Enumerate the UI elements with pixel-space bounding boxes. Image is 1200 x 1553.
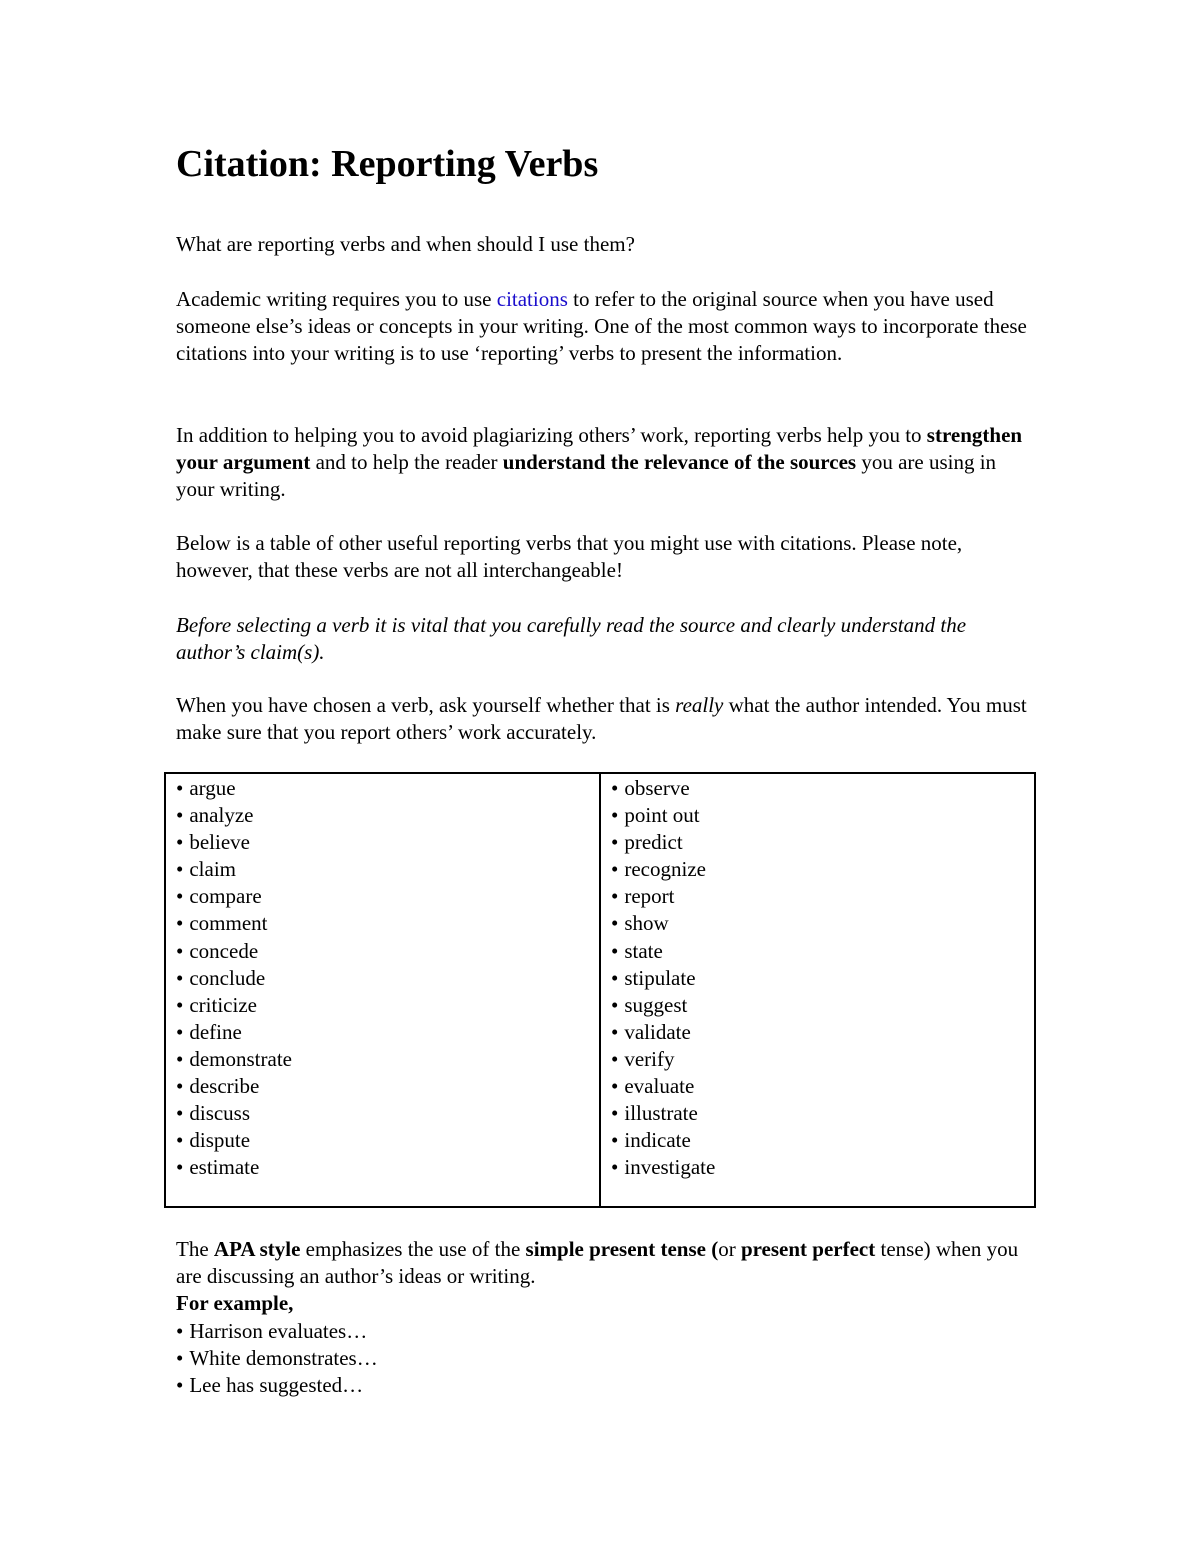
verb-item [176,965,599,992]
example-item [176,1345,1036,1372]
bullet-icon: • [176,1128,184,1153]
example-label: Harrison evaluates… [189,1318,368,1343]
verb-label: validate [624,1019,691,1044]
verb-item [176,856,599,883]
bullet-icon: • [611,1046,619,1071]
really-emphasis: really [675,693,724,717]
verb-item [611,802,1034,829]
verb-label: discuss [189,1101,251,1126]
verb-label: dispute [189,1128,251,1153]
verb-item [611,1154,1034,1181]
example-item [176,1372,1036,1399]
verb-item [611,1127,1034,1154]
verb-label: compare [189,884,262,909]
bullet-icon: • [176,1101,184,1126]
verb-label: stipulate [624,965,696,990]
verb-item [176,1073,599,1100]
bullet-icon: • [611,1155,619,1180]
paragraph-accuracy-text-1: When you have chosen a verb, ask yourself whether that is [176,693,676,717]
bullet-icon: • [611,992,619,1017]
verb-item [611,856,1034,883]
bullet-icon: • [611,830,619,855]
bullet-icon: • [611,1074,619,1099]
page-title: Citation: Reporting Verbs [176,143,599,185]
verb-item [176,1127,599,1154]
bullet-icon: • [176,803,184,828]
verb-item [611,1073,1034,1100]
bullet-icon: • [611,1019,619,1044]
verb-item [611,1019,1034,1046]
verb-item [611,883,1034,910]
paragraph-benefits-text-3: you are using in your writing. [176,450,997,501]
verb-label: show [624,911,669,936]
verb-item [176,910,599,937]
verb-label: suggest [624,992,688,1017]
bullet-icon: • [611,803,619,828]
bullet-icon: • [176,1345,184,1370]
bullet-icon: • [611,857,619,882]
bullet-icon: • [176,884,184,909]
citations-link[interactable]: citations [496,287,568,311]
verb-label: claim [189,857,237,882]
present-perfect-emphasis: present perfect [740,1237,876,1261]
strengthen-argument-emphasis: strengthen your argument [176,423,1023,474]
reporting-verbs-table [164,772,1036,1208]
verb-label: investigate [624,1155,716,1180]
verb-label: recognize [624,857,706,882]
paragraph-benefits [176,422,1036,503]
verb-item [176,1046,599,1073]
bullet-icon: • [176,1373,184,1398]
verb-label: estimate [189,1155,260,1180]
bullet-icon: • [611,965,619,990]
verb-item [176,1019,599,1046]
verb-label: conclude [189,965,266,990]
bullet-icon: • [176,965,184,990]
verb-label: comment [189,911,268,936]
verb-item [611,1100,1034,1127]
verb-item [611,992,1034,1019]
apa-text-1: The [176,1237,214,1261]
example-item [176,1318,1036,1345]
for-example-label: For example, [176,1291,294,1316]
verb-item [611,910,1034,937]
verb-label: illustrate [624,1101,698,1126]
verb-item [176,938,599,965]
verb-item [611,965,1034,992]
paragraph-table-intro: Below is a table of other useful reporting verbs that you might use with citations. Please note, however, that these verbs are not all interchangeable! [176,531,963,582]
verb-item [176,992,599,1019]
paragraph-accuracy-text-2: what the author intended. You must make sure that you report others’ work accurately. [176,693,1027,744]
bullet-icon: • [176,857,184,882]
verb-item [176,802,599,829]
simple-present-emphasis: simple present tense ( [525,1237,719,1261]
bullet-icon: • [176,830,184,855]
verb-label: believe [189,830,250,855]
verb-item [611,775,1034,802]
apa-text-4: tense) when you are discussing an author’s ideas or writing. [176,1237,1019,1289]
relevance-emphasis: understand the relevance of the sources [502,450,857,474]
bullet-icon: • [176,1046,184,1071]
example-label: White demonstrates… [189,1345,378,1370]
bullet-icon: • [176,938,184,963]
verb-label: indicate [624,1128,691,1153]
bullet-icon: • [611,1101,619,1126]
verb-label: report [624,884,675,909]
bullet-icon: • [611,1128,619,1153]
bullet-icon: • [176,1074,184,1099]
verb-label: verify [624,1046,675,1071]
intro-question: What are reporting verbs and when should I use them? [176,232,635,256]
verb-label: concede [189,938,259,963]
verb-item [611,938,1034,965]
paragraph-benefits-text-1: In addition to helping you to avoid plagiarizing others’ work, reporting verbs help you to [176,423,927,447]
apa-paragraph [176,1236,1036,1290]
verb-item [176,1154,599,1181]
apa-text-2: emphasizes the use of the [300,1237,526,1261]
apa-section [176,1236,1036,1399]
paragraph-caution: Before selecting a verb it is vital that you carefully read the source and clearly understand the author’s claim(s). [176,613,967,664]
verb-item [611,829,1034,856]
bullet-icon: • [176,776,184,800]
bullet-icon: • [176,1155,184,1180]
verb-label: define [189,1019,242,1044]
apa-text-3: or [718,1237,741,1261]
verb-item [176,829,599,856]
verb-item [176,883,599,910]
verb-label: state [624,938,663,963]
verb-label: demonstrate [189,1046,292,1071]
paragraph-citations [176,286,1036,367]
verb-label: evaluate [624,1074,695,1099]
verb-label: point out [624,803,700,828]
examples-list [176,1318,1036,1400]
paragraph-benefits-text-2: and to help the reader [310,450,503,474]
paragraph-citations-text-1: Academic writing requires you to use [176,287,497,311]
verb-item [176,1100,599,1127]
bullet-icon: • [611,911,619,936]
verb-item [176,775,599,802]
bullet-icon: • [611,776,619,800]
bullet-icon: • [611,884,619,909]
verb-label: observe [624,776,690,800]
bullet-icon: • [176,1019,184,1044]
verb-label: criticize [189,992,257,1017]
paragraph-citations-text-2: to refer to the original source when you have used someone else’s ideas or concepts in your writing. One of the most common ways to incorporate these citations into your writing is to use ‘reporting’ verbs to present the information. [176,287,1027,365]
verb-label: argue [189,776,236,800]
verb-item [611,1046,1034,1073]
for-example-heading [176,1290,1036,1317]
verbs-column-right [599,774,1034,1206]
example-label: Lee has suggested… [189,1373,364,1398]
verbs-column-left [166,774,599,1206]
bullet-icon: • [176,992,184,1017]
bullet-icon: • [176,1318,184,1343]
paragraph-accuracy [176,692,1036,746]
verb-label: describe [189,1074,260,1099]
bullet-icon: • [176,911,184,936]
verb-label: predict [624,830,683,855]
bullet-icon: • [611,938,619,963]
apa-style-emphasis: APA style [213,1237,301,1261]
verb-label: analyze [189,803,254,828]
